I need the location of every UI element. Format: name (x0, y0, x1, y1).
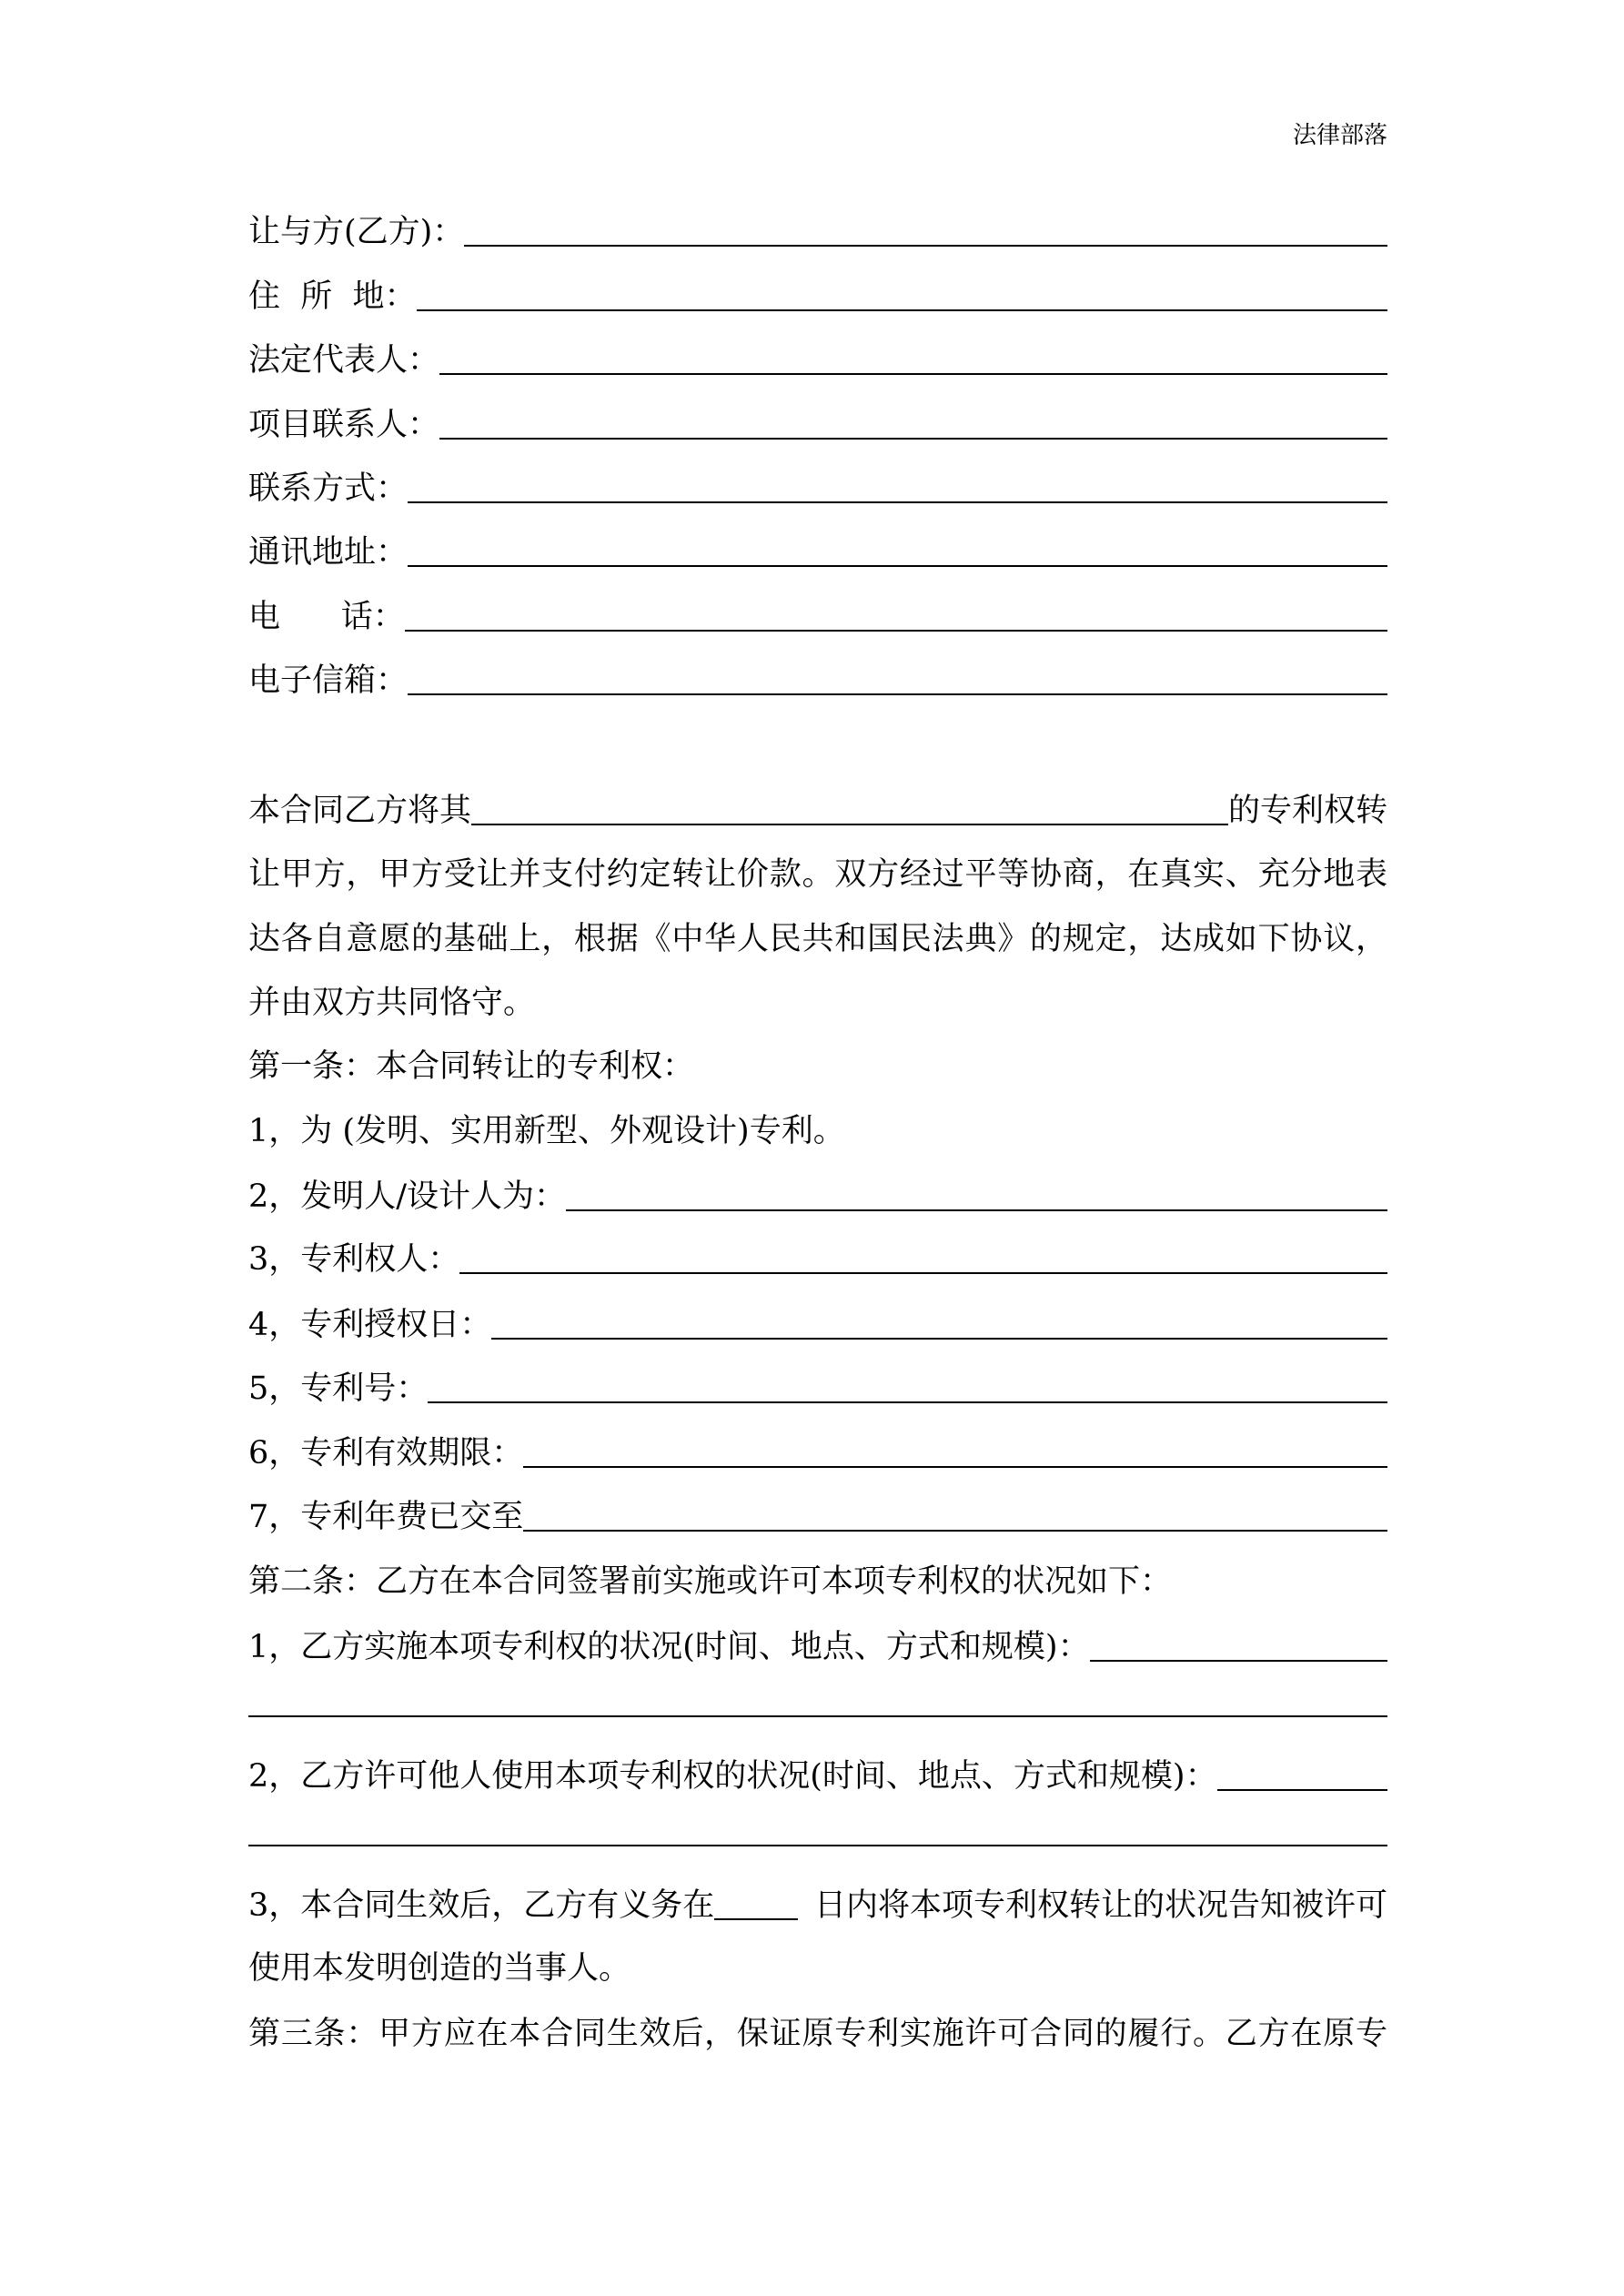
field-label: 1，乙方实施本项专利权的状况(时间、地点、方式和规模)： (248, 1629, 1090, 1665)
fill-line[interactable] (459, 1272, 1387, 1274)
field-label: 通讯地址： (248, 534, 409, 571)
field-label: 住 所 地： (248, 278, 417, 315)
field-label: 4，专利授权日： (248, 1307, 492, 1343)
fill-line[interactable] (408, 693, 1387, 695)
field-row (248, 661, 1387, 701)
article-title: 第二条：乙方在本合同签署前实施或许可本项专利权的状况如下： (248, 1563, 1173, 1600)
article-title: 第一条：本合同转让的专利权： (248, 1048, 695, 1085)
field-label: 联系方式： (248, 470, 409, 507)
field-label: 3，专利权人： (248, 1241, 460, 1278)
fill-line[interactable] (464, 245, 1387, 247)
fill-line[interactable] (417, 309, 1387, 311)
fill-line[interactable] (405, 630, 1387, 632)
article-line: 第三条：甲方应在本合同生效后，保证原专利实施许可合同的履行。乙方在原专 (248, 2016, 1387, 2052)
article-item: 使用本发明创造的当事人。 (248, 1950, 631, 1987)
field-label: 2，发明人/设计人为： (248, 1178, 567, 1215)
field-label: 6，专利有效期限： (248, 1435, 524, 1472)
field-row (248, 532, 1387, 572)
field-label: 电子信箱： (248, 663, 409, 699)
field-row (248, 1627, 1387, 1667)
text: 的专利权转 (1227, 793, 1387, 829)
field-row (248, 277, 1387, 317)
fill-line[interactable] (408, 501, 1387, 503)
preamble-line (248, 791, 1387, 831)
preamble-line: 并由双方共同恪守。 (248, 985, 536, 1021)
field-row (248, 1497, 1387, 1537)
header-brand: 法律部落 (1292, 122, 1387, 149)
article-item: 1，为 (发明、实用新型、外观设计)专利。 (248, 1113, 845, 1149)
fill-line[interactable] (428, 1401, 1387, 1403)
preamble-line: 达各自意愿的基础上，根据《中华人民共和国民法典》的规定，达成如下协议， (248, 921, 1387, 957)
fill-line[interactable] (523, 1530, 1387, 1532)
field-label: 2，乙方许可他人使用本项专利权的状况(时间、地点、方式和规模)： (248, 1758, 1217, 1795)
text: 日内将本项专利权转让的状况告知被许可 (813, 1887, 1387, 1924)
field-row (248, 1433, 1387, 1473)
field-label: 让与方(乙方)： (248, 214, 465, 250)
fill-line[interactable] (1090, 1660, 1387, 1662)
field-label: 7，专利年费已交至 (248, 1499, 524, 1535)
field-label: 电 话： (248, 599, 405, 635)
fill-line[interactable] (1217, 1789, 1387, 1791)
field-row (248, 1239, 1387, 1279)
field-label: 项目联系人： (248, 407, 440, 443)
field-row (248, 1177, 1387, 1217)
article-item (248, 1886, 1387, 1926)
fill-line[interactable] (408, 565, 1387, 567)
text: 3，本合同生效后，乙方有义务在 (248, 1887, 715, 1924)
fill-line[interactable] (248, 1845, 1387, 1846)
fill-line[interactable] (523, 1466, 1387, 1468)
preamble-line: 让甲方，甲方受让并支付约定转让价款。双方经过平等协商，在真实、充分地表 (248, 856, 1387, 893)
field-row (248, 340, 1387, 380)
field-row (248, 1305, 1387, 1345)
field-label: 5，专利号： (248, 1371, 429, 1407)
field-label: 法定代表人： (248, 342, 440, 379)
fill-line[interactable] (439, 373, 1387, 375)
text: 本合同乙方将其 (248, 793, 472, 829)
fill-line[interactable] (491, 1338, 1387, 1340)
fill-line[interactable] (471, 824, 1228, 825)
fill-line[interactable] (439, 438, 1387, 440)
fill-line[interactable] (248, 1715, 1387, 1717)
field-row (248, 212, 1387, 252)
field-row (248, 597, 1387, 637)
field-row (248, 1369, 1387, 1409)
field-row (248, 405, 1387, 445)
fill-line[interactable] (714, 1918, 798, 1920)
field-row (248, 469, 1387, 509)
fill-line[interactable] (566, 1209, 1387, 1211)
field-row (248, 1756, 1387, 1796)
